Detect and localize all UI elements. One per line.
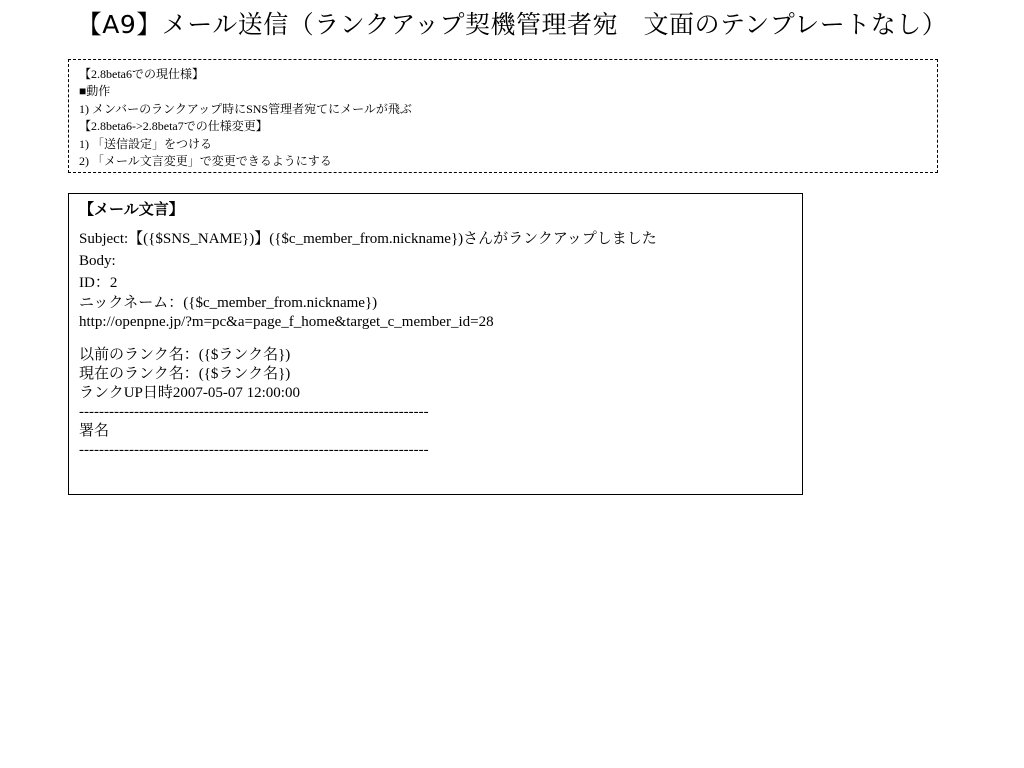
- mail-nickname-line: ニックネーム：({$c_member_from.nickname}): [79, 295, 378, 311]
- mail-rankup-datetime-line: ランクUP日時2007-05-07 12:00:00: [79, 385, 300, 401]
- spec-line-change-2: 2) 「メール文言変更」で変更できるようにする: [79, 154, 332, 169]
- mail-current-rank-line: 現在のランク名：({$ランク名}): [79, 366, 291, 382]
- mail-separator-bottom: ----------------------------------------------------------------------: [79, 442, 429, 458]
- spec-notes-box: [68, 59, 938, 173]
- mail-prev-rank-line: 以前のランク名：({$ランク名}): [79, 347, 291, 363]
- spec-line-behavior-1: 1) メンバーのランクアップ時にSNS管理者宛てにメールが飛ぶ: [79, 101, 412, 116]
- mail-separator-top: ----------------------------------------------------------------------: [79, 404, 429, 420]
- mail-template-box: [68, 193, 803, 495]
- mail-id-line: ID：2: [79, 275, 118, 291]
- mail-url-line: http://openpne.jp/?m=pc&a=page_f_home&target_c_member_id=28: [79, 314, 494, 330]
- spec-line-change-heading: 【2.8beta6->2.8beta7での仕様変更】: [79, 119, 268, 134]
- slide-title: 【A9】メール送信（ランクアップ契機管理者宛 文面のテンプレートなし）: [76, 10, 948, 39]
- mail-blank-gap: [79, 332, 792, 346]
- mail-template-heading: 【メール文言】: [79, 200, 184, 218]
- spec-line-change-1: 1) 「送信設定」をつける: [79, 136, 212, 151]
- spec-line-behavior-heading: ■動作: [79, 84, 111, 99]
- mail-body-label: Body:: [79, 253, 116, 269]
- mail-subject-line: Subject:【({$SNS_NAME})】({$c_member_from.nickname})さんがランクアップしました: [79, 231, 657, 247]
- mail-signature-line: 署名: [79, 423, 110, 439]
- spec-line-current-heading: 【2.8beta6での現仕様】: [79, 67, 204, 81]
